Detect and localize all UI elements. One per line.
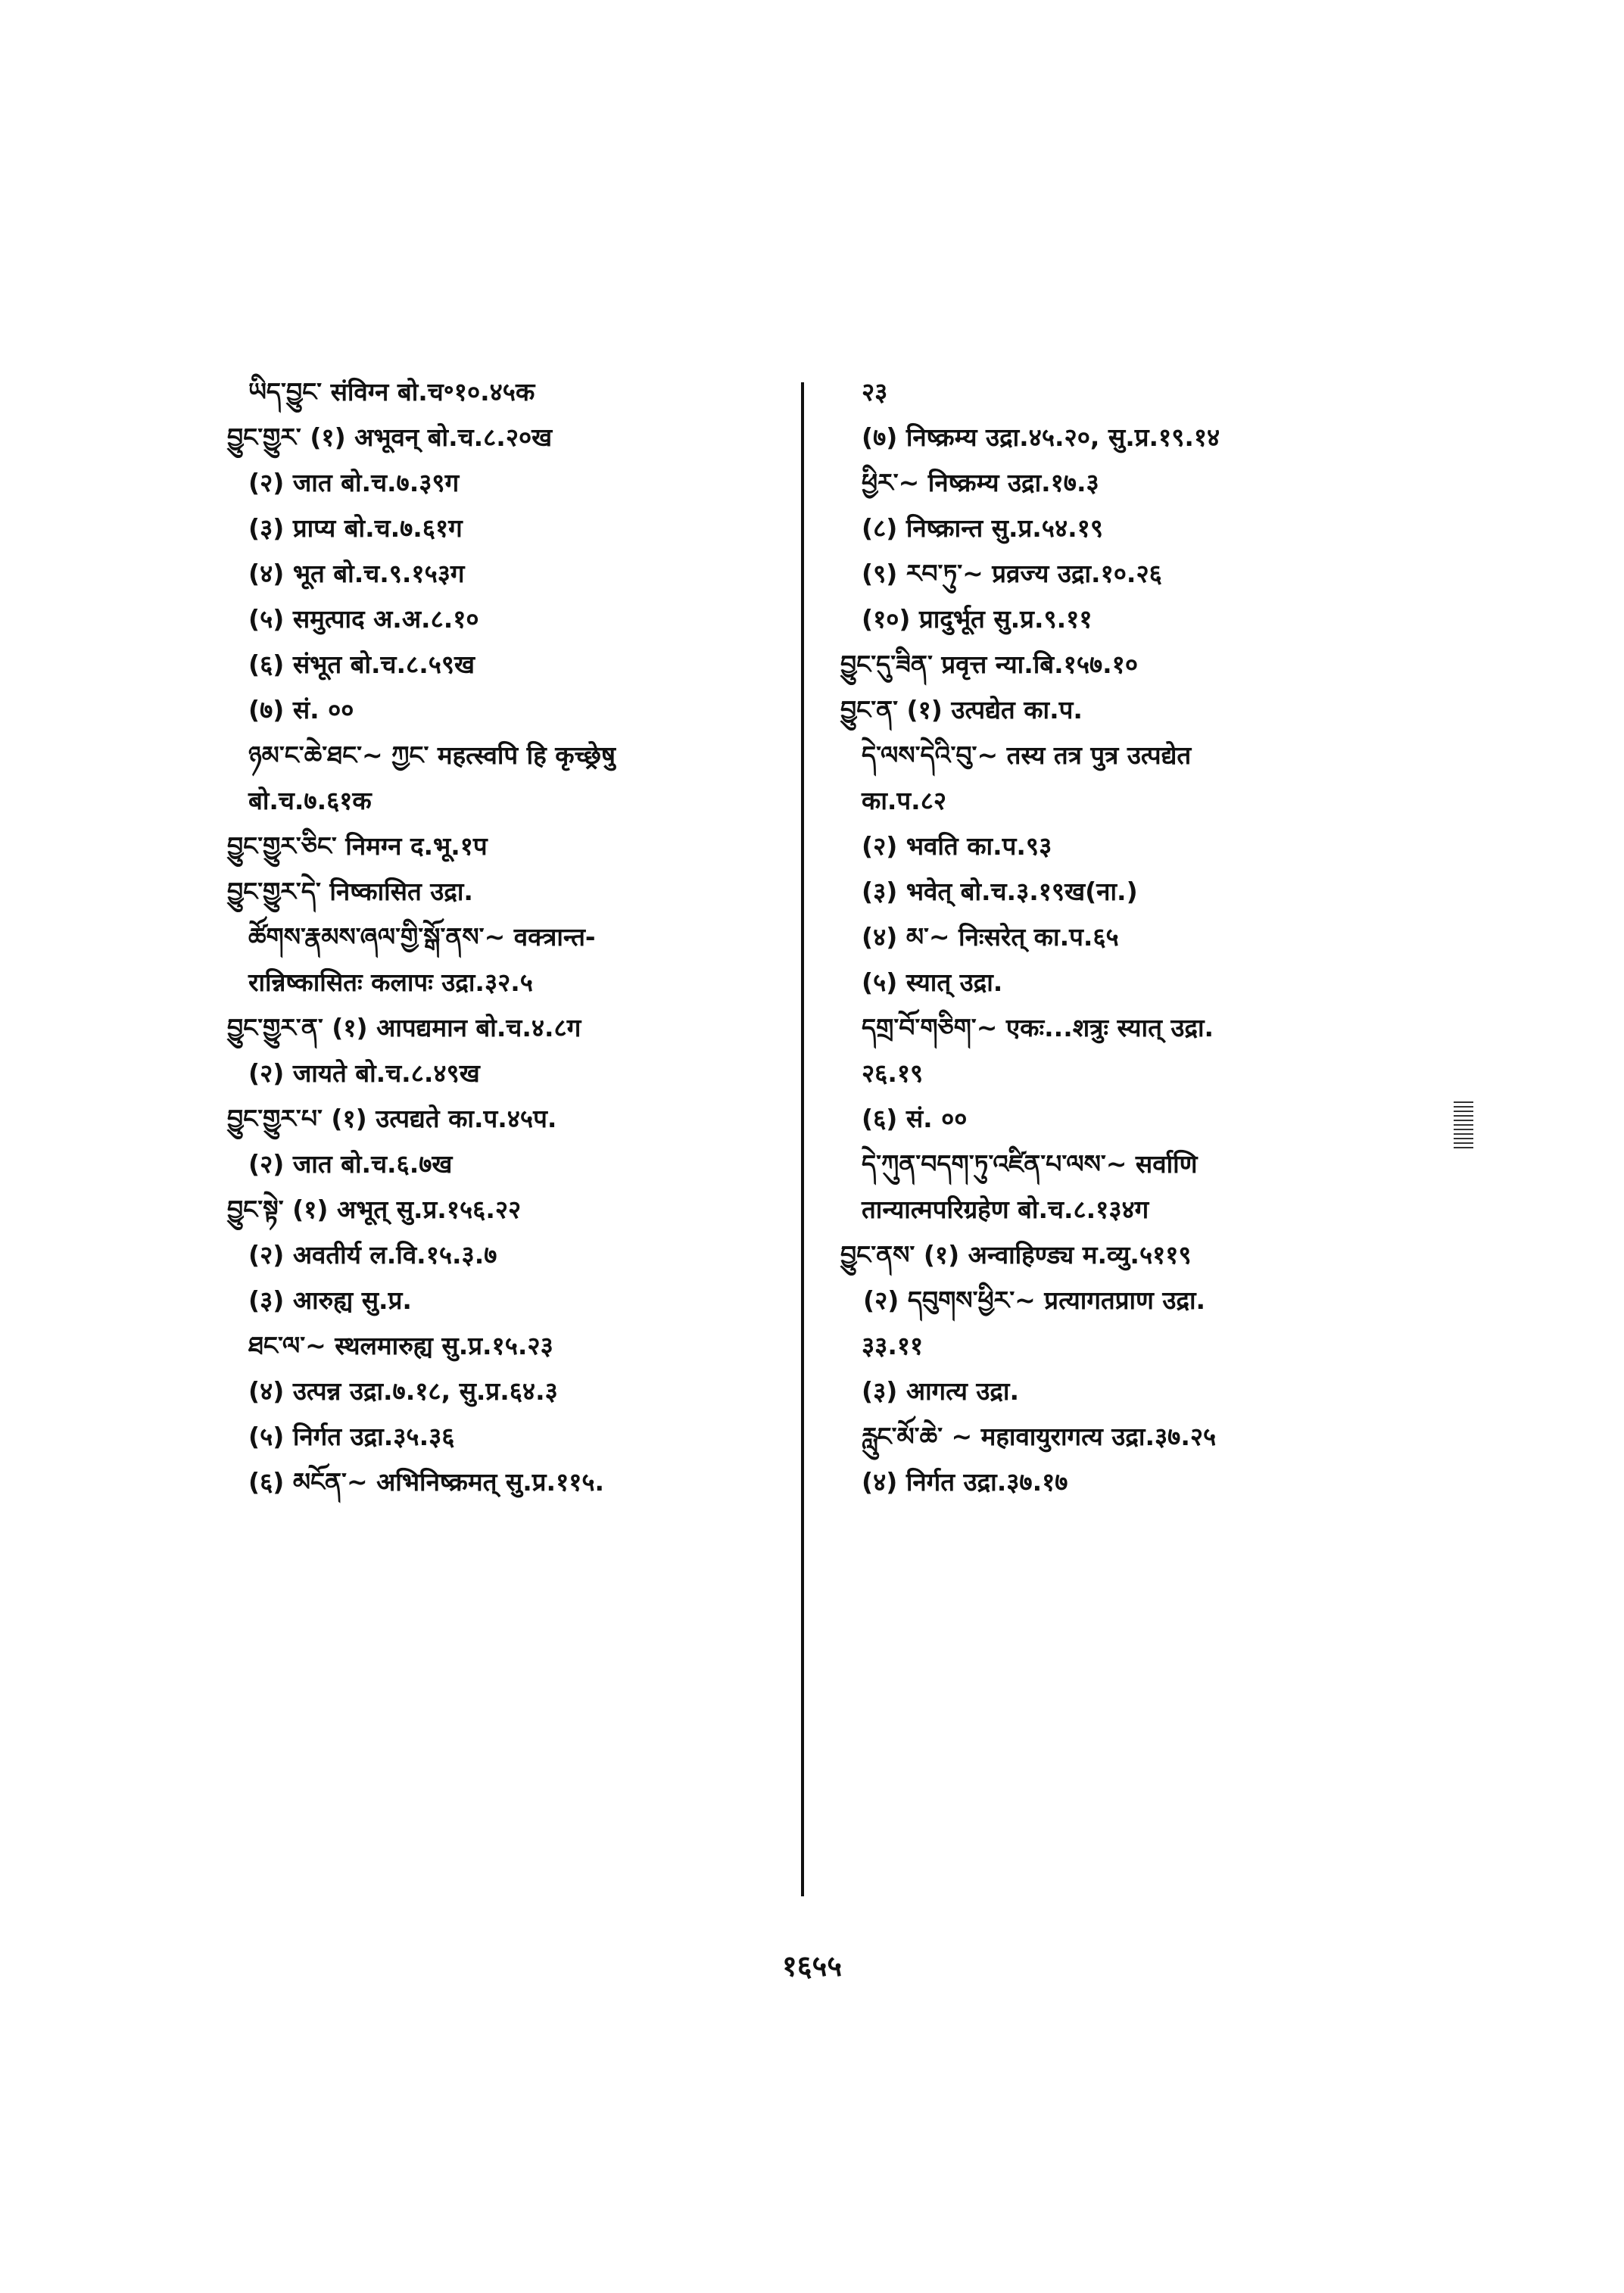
margin-bar-mark: [1454, 1101, 1473, 1148]
left-column-entry-line: (२) अवतीर्य ल.वि.१५.३.७: [248, 1240, 497, 1270]
left-column-entry-line: ཚོགས་རྣམས་ཞལ་གྱི་སྒོ་ནས་~ वक्त्रान्त-: [248, 922, 596, 952]
left-column-entry-line: (६) संभूत बो.च.८.५९ख: [248, 650, 475, 679]
right-column-entry-line: (७) निष्क्रम्य उद्रा.४५.२०, सु.प्र.१९.१४: [862, 422, 1220, 452]
left-column-entry-line: བྱུང་གྱུར་ (१) अभूवन् बो.च.८.२०ख: [227, 422, 553, 452]
left-column-entry-line: (५) समुत्पाद अ.अ.८.१०: [248, 604, 479, 634]
right-column-entry-line: (६) सं. ००: [862, 1104, 968, 1133]
left-column-entry-line: रान्निष्कासितः कलापः उद्रा.३२.५: [248, 967, 533, 997]
right-column-entry-line: དེ་ཀུན་བདག་ཏུ་འཛིན་པ་ལས་~ सर्वाणि: [862, 1149, 1198, 1179]
right-column-entry-line: (५) स्यात् उद्रा.: [862, 967, 1003, 997]
left-column-entry-line: བྱུང་གྱུར་ན་ (१) आपद्यमान बो.च.४.८ग: [227, 1013, 581, 1042]
left-column-entry-line: (७) सं. ००: [248, 695, 354, 724]
left-column-entry-line: (३) आरुह्य सु.प्र.: [248, 1285, 412, 1315]
right-column-entry-line: (४) निर्गत उद्रा.३७.१७: [862, 1467, 1068, 1497]
right-column-entry-line: ३३.११: [862, 1331, 924, 1360]
left-column-entry-line: (२) जात बो.च.७.३९ग: [248, 468, 460, 497]
left-column-entry-line: བྱུང་སྟེ་ (१) अभूत् सु.प्र.१५६.२२: [227, 1195, 522, 1224]
right-column-entry-line: བྱུང་ན་ (१) उत्पद्येत का.प.: [840, 695, 1083, 724]
left-column-entry-line: བྱུང་གྱུར་པ་ (१) उत्पद्यते का.प.४५प.: [227, 1104, 557, 1133]
right-column: [840, 369, 1446, 1505]
right-column-entry-line: तान्यात्मपरिग्रहेण बो.च.८.१३४ग: [862, 1195, 1149, 1224]
right-column-entry-line: (३) आगत्य उद्रा.: [862, 1376, 1020, 1406]
right-column-entry-line: རླུང་མོ་ཆེ་ ~ महावायुरागत्य उद्रा.३७.२५: [862, 1422, 1217, 1451]
right-column-entry-line: བྱུང་དུ་ཟིན་ प्रवृत्त न्या.बि.१५७.१०: [840, 650, 1138, 679]
left-column-entry-line: (५) निर्गत उद्रा.३५.३६: [248, 1422, 455, 1451]
right-column-entry-line: ཕྱིར་~ निष्क्रम्य उद्रा.१७.३: [862, 468, 1099, 497]
left-column-entry-line: बो.च.७.६१क: [248, 786, 372, 815]
right-column-entry-line: (९) རབ་ཏུ་~ प्रव्रज्य उद्रा.१०.२६: [862, 559, 1162, 588]
column-divider: [801, 382, 804, 1896]
right-column-entry-line: (१०) प्रादुर्भूत सु.प्र.९.११: [862, 604, 1093, 634]
left-column-entry-line: (४) भूत बो.च.९.१५३ग: [248, 559, 465, 588]
left-column-entry-line: (२) जायते बो.च.८.४९ख: [248, 1058, 480, 1088]
left-column-entry-line: ཡིད་བྱུང་ संविग्न बो.च॰१०.४५क: [248, 377, 535, 407]
right-column-entry-line: དེ་ལས་དེའི་བུ་~ तस्य तत्र पुत्र उत्पद्येत: [862, 740, 1192, 770]
right-column-entry-line: (२) དབུགས་ཕྱིར་~ प्रत्यागतप्राण उद्रा.: [863, 1285, 1206, 1315]
left-column-entry-line: བྱུང་གྱུར་དེ་ निष्कासित उद्रा.: [227, 877, 473, 906]
right-column-entry-line: का.प.८२: [862, 786, 947, 815]
right-column-entry-line: (३) भवेत् बो.च.३.१९ख(ना.): [862, 877, 1138, 906]
left-column-entry-line: བྱུང་གྱུར་ཅིང་ निमग्न द.भू.१प: [227, 831, 488, 861]
left-column-entry-line: (६) མངོན་~ अभिनिष्क्रमत् सु.प्र.११५.: [248, 1467, 605, 1497]
left-column-entry-line: (२) जात बो.च.६.७ख: [248, 1149, 453, 1179]
right-column-entry-line: २३: [862, 377, 888, 407]
left-column-entry-line: (३) प्राप्य बो.च.७.६१ग: [248, 513, 463, 543]
right-column-entry-line: (८) निष्क्रान्त सु.प्र.५४.१९: [862, 513, 1103, 543]
left-column-entry-line: ཉམ་ང་ཆེ་ཐང་~ ཀྱང་ महत्स्वपि हि कृच्छ्रेषु: [248, 740, 616, 770]
right-column-entry-line: དགྲ་བོ་གཅིག་~ एकः...शत्रुः स्यात् उद्रा.: [862, 1013, 1214, 1042]
right-column-entry-line: བྱུང་ནས་ (१) अन्वाहिण्ड्य म.व्यु.५११९: [840, 1240, 1192, 1270]
right-column-entry-line: (२) भवति का.प.९३: [862, 831, 1052, 861]
right-column-entry-line: (४) མ་~ निःसरेत् का.प.६५: [862, 922, 1119, 952]
left-column: [227, 369, 803, 1505]
page-number: १६५५: [781, 1949, 843, 1983]
left-column-entry-line: (४) उत्पन्न उद्रा.७.१८, सु.प्र.६४.३: [248, 1376, 558, 1406]
left-column-entry-line: ཐང་ལ་~ स्थलमारुह्य सु.प्र.१५.२३: [248, 1331, 553, 1360]
right-column-entry-line: २६.१९: [862, 1058, 924, 1088]
